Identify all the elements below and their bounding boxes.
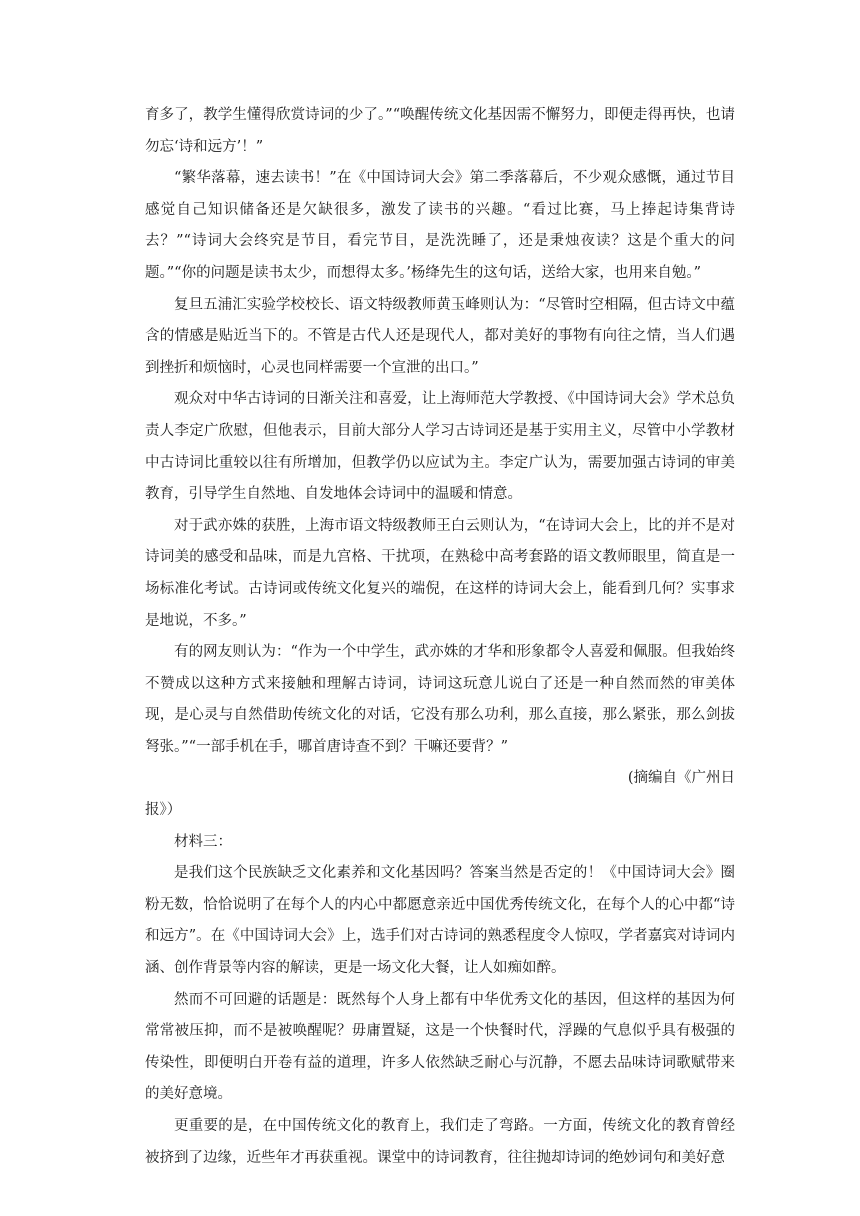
paragraph-cultural-genes: 是我们这个民族缺乏文化素养和文化基因吗？答案当然是否定的！《中国诗词大会》圈粉无数，恰恰说明了在每个人的内心中都愿意亲近中国优秀传统文化，在每个人的心中都“诗和远方”。在《中国诗词大会》上，选手们对古诗词的熟悉程度令人惊叹，学者嘉宾对诗词内涵、创作背景等内容的解读，更是一场文化大餐，让人如痴如醉。: [145, 865, 735, 977]
document-page: [145, 100, 735, 1174]
paragraph-fast-food-era: 然而不可回避的话题是：既然每个人身上都有中华优秀文化的基因，但这样的基因为何常常被压抑，而不是被唤醒呢？毋庸置疑，这是一个快餐时代，浮躁的气息似乎具有极强的传染性，即便明白开卷有益的道理，许多人依然缺乏耐心与沉静，不愿去品味诗词歌赋带来的美好意境。: [145, 991, 735, 1103]
paragraph-reading-after-show: “繁华落幕，速去读书！”在《中国诗词大会》第二季落幕后，不少观众感慨，通过节目感觉自己知识储备还是欠缺很多，激发了读书的兴趣。“看过比赛，马上捧起诗集背诗去？”“诗词大会终究是节目，看完节目，是洗洗睡了，还是秉烛夜读？这是个重大的问题。”“你的问题是读书太少，而想得太多。’杨绛先生的这句话，送给大家，也用来自勉。”: [145, 170, 735, 281]
source-citation-line2: 报》）: [145, 802, 182, 819]
paragraph-wang-baiyun: 对于武亦姝的获胜，上海市语文特级教师王白云则认为，“在诗词大会上，比的并不是对诗词美的感受和品味，而是九宫格、干扰项，在熟稔中高考套路的语文教师眼里，简直是一场标准化考试。古诗词或传统文化复兴的端倪，在这样的诗词大会上，能看到几何？实事求是地说，不多。”: [145, 517, 735, 629]
paragraph-huang-yufeng: 复旦五浦汇实验学校校长、语文特级教师黄玉峰则认为：“尽管时空相隔，但古诗文中蕴含的情感是贴近当下的。不管是古代人还是现代人，都对美好的事物有向往之情，当人们遇到挫折和烦恼时，心灵也同样需要一个宣泄的出口。”: [145, 296, 735, 376]
paragraph-continuation: 育多了，教学生懂得欣赏诗词的少了。”“唤醒传统文化基因需不懈努力，即便走得再快，也请勿忘‘诗和远方’！”: [145, 107, 735, 155]
paragraph-detour: 更重要的是，在中国传统文化的教育上，我们走了弯路。一方面，传统文化的教育曾经被挤到了边缘，近些年才再获重视。课堂中的诗词教育，往往抛却诗词的绝妙词句和美好意: [145, 1118, 735, 1166]
paragraph-netizen: 有的网友则认为：“作为一个中学生，武亦姝的才华和形象都令人喜爱和佩服。但我始终不赞成以这种方式来接触和理解古诗词，诗词这玩意儿说白了还是一种自然而然的审美体现，是心灵与自然借助传统文化的对话，它没有那么功利，那么直接，那么紧张，那么剑拔弩张。”“一部手机在手，哪首唐诗查不到？干嘛还要背？”: [145, 644, 735, 755]
material-three-heading: 材料三：: [174, 833, 232, 850]
paragraph-li-dingguang: 观众对中华古诗词的日渐关注和喜爱，让上海师范大学教授、《中国诗词大会》学术总负责人李定广欣慰，但他表示，目前大部分人学习古诗词还是基于实用主义，尽管中小学教材中古诗词比重较以往有所增加，但教学仍以应试为主。李定广认为，需要加强古诗词的审美教育，引导学生自然地、自发地体会诗词中的温暖和情意。: [145, 391, 735, 503]
source-citation-line1: (摘编自《广州日: [627, 770, 735, 787]
